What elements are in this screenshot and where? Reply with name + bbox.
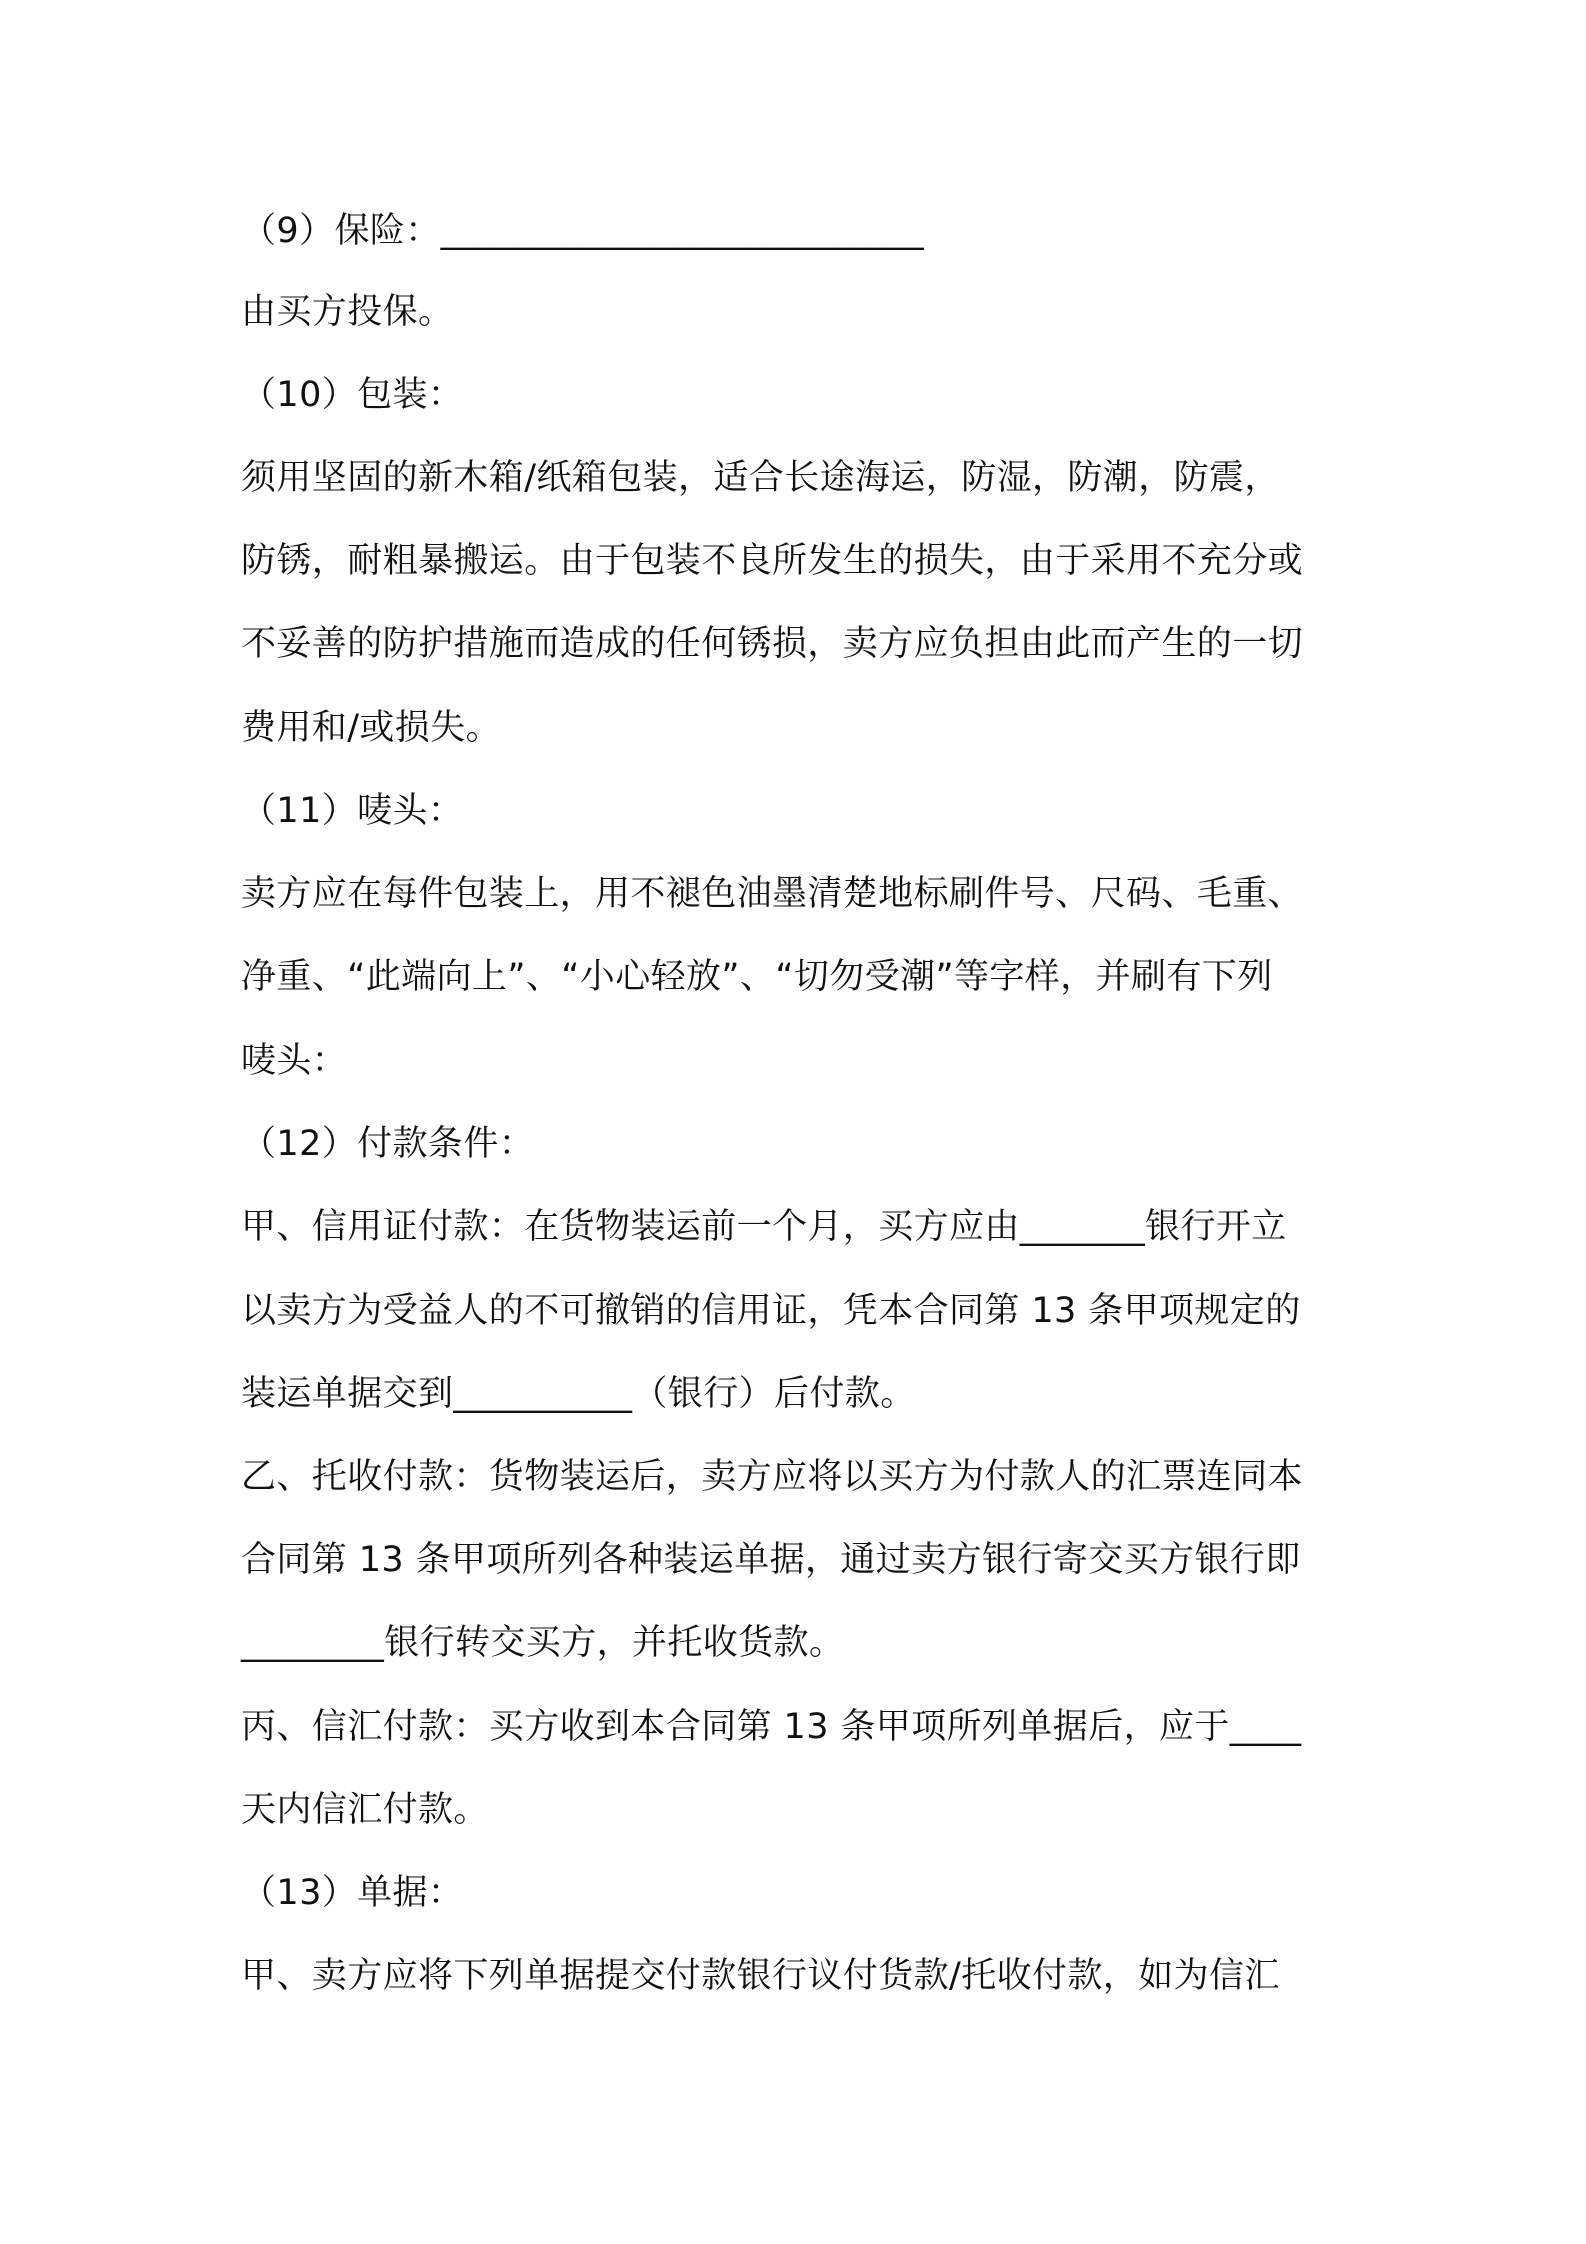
- clause-11-body-line-2: 净重、“此端向上”、“小心轻放”、“切勿受潮”等字样，并刷有下列: [241, 957, 1273, 997]
- clause-11-body-line-3: 唛头：: [241, 1041, 348, 1081]
- clause-10-body-line-1: 须用坚固的新木箱/纸箱包装，适合长途海运，防湿，防潮，防震，: [241, 458, 1280, 498]
- clause-9-heading: （9）保险：___________________________: [241, 211, 924, 251]
- clause-11-heading: （11）唛头：: [241, 791, 464, 831]
- clause-9-body: 由买方投保。: [241, 292, 454, 332]
- clause-12-c-line-2: 天内信汇付款。: [241, 1790, 489, 1830]
- clause-12-a-line-2: 以卖方为受益人的不可撤销的信用证，凭本合同第 13 条甲项规定的: [241, 1291, 1301, 1331]
- clause-10-body-line-4: 费用和/或损失。: [241, 708, 501, 748]
- clause-13-a-line-1: 甲、卖方应将下列单据提交付款银行议付货款/托收付款，如为信汇: [241, 1956, 1280, 1996]
- clause-12-c-line-1: 丙、信汇付款：买方收到本合同第 13 条甲项所列单据后，应于____: [241, 1707, 1302, 1747]
- clause-12-b-line-1: 乙、托收付款：货物装运后，卖方应将以买方为付款人的汇票连同本: [241, 1457, 1304, 1497]
- clause-12-a-line-1: 甲、信用证付款：在货物装运前一个月，买方应由_______银行开立: [241, 1207, 1287, 1247]
- clause-10-body-line-2: 防锈，耐粗暴搬运。由于包装不良所发生的损失，由于采用不充分或: [241, 541, 1304, 581]
- clause-12-a-line-3: 装运单据交到__________（银行）后付款。: [241, 1374, 916, 1414]
- clause-12-b-line-2: 合同第 13 条甲项所列各种装运单据，通过卖方银行寄交买方银行即: [241, 1540, 1301, 1580]
- clause-13-heading: （13）单据：: [241, 1873, 464, 1913]
- clause-12-b-line-3: ________银行转交买方，并托收货款。: [241, 1623, 845, 1663]
- clause-10-heading: （10）包装：: [241, 375, 464, 415]
- clause-11-body-line-1: 卖方应在每件包装上，用不褪色油墨清楚地标刷件号、尺码、毛重、: [241, 874, 1304, 914]
- clause-12-heading: （12）付款条件：: [241, 1124, 535, 1164]
- clause-10-body-line-3: 不妥善的防护措施而造成的任何锈损，卖方应负担由此而产生的一切: [241, 624, 1304, 664]
